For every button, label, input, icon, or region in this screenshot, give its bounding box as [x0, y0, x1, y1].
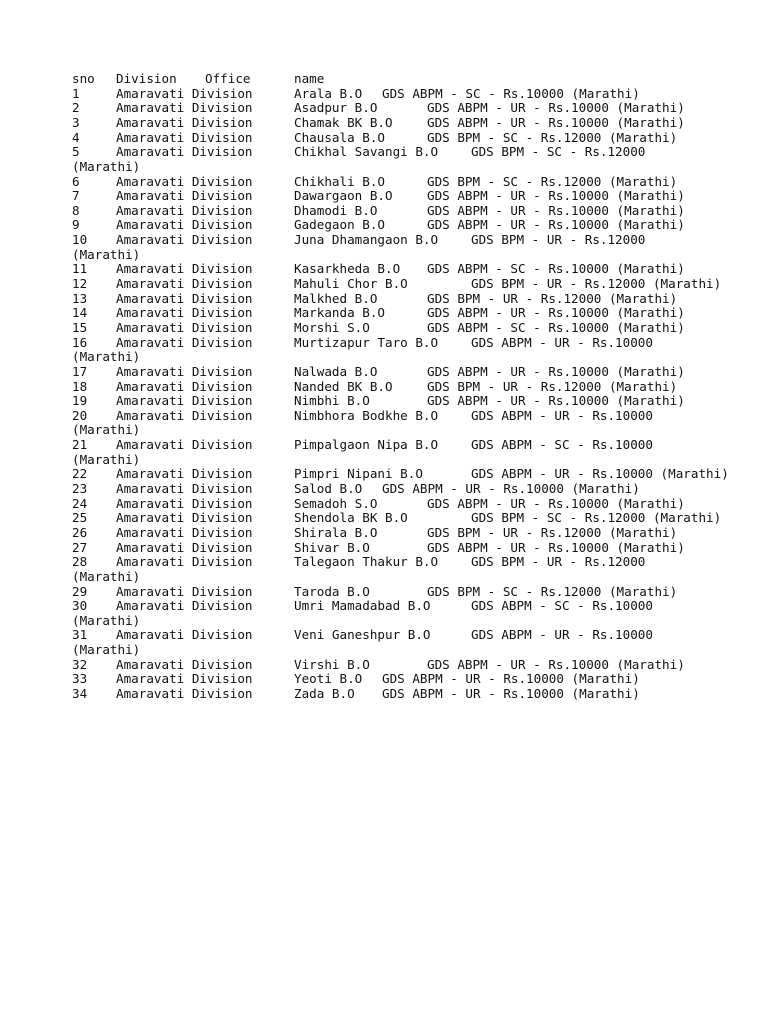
- row-sno: 6: [72, 173, 80, 189]
- row-post: GDS BPM - SC - Rs.12000 (Marathi): [427, 583, 678, 599]
- row-sno: 10: [72, 232, 88, 248]
- row-sno: 7: [72, 188, 80, 204]
- row-division: Amaravati Division: [116, 656, 253, 672]
- row-office: Dhamodi B.O: [294, 202, 378, 218]
- row-post: GDS ABPM - SC - Rs.10000: [471, 437, 653, 453]
- row-post: GDS ABPM - UR - Rs.10000 (Marathi): [427, 393, 685, 409]
- row-sno: 29: [72, 583, 88, 599]
- list-item: [72, 510, 722, 526]
- row-sno: 5: [72, 144, 80, 160]
- row-post-continuation: (Marathi): [72, 349, 141, 365]
- row-sno: 28: [72, 554, 88, 570]
- row-office: Chamak BK B.O: [294, 114, 393, 130]
- row-sno: 9: [72, 217, 80, 233]
- row-division: Amaravati Division: [116, 510, 253, 526]
- row-sno: 32: [72, 656, 88, 672]
- row-sno: 27: [72, 539, 88, 555]
- list-item: [72, 599, 712, 628]
- row-sno: 14: [72, 305, 88, 321]
- row-office: Zada B.O: [294, 686, 355, 702]
- row-division: Amaravati Division: [116, 378, 253, 394]
- row-division: Amaravati Division: [116, 671, 253, 687]
- row-sno: 23: [72, 481, 88, 497]
- row-division: Amaravati Division: [116, 495, 253, 511]
- row-office: Arala B.O: [294, 85, 363, 101]
- row-office: Chikhali B.O: [294, 173, 385, 189]
- row-post: GDS ABPM - UR - Rs.10000 (Marathi): [382, 481, 640, 497]
- row-division: Amaravati Division: [116, 305, 253, 321]
- row-post: GDS ABPM - UR - Rs.10000 (Marathi): [427, 495, 685, 511]
- row-post-continuation: (Marathi): [72, 642, 141, 658]
- list-item: [72, 218, 712, 233]
- row-office: Nimbhora Bodkhe B.O: [294, 407, 439, 423]
- row-sno: 34: [72, 686, 88, 702]
- row-post: GDS ABPM - UR - Rs.10000 (Marathi): [427, 363, 685, 379]
- row-division: Amaravati Division: [116, 393, 253, 409]
- row-office: Dawargaon B.O: [294, 188, 393, 204]
- row-division: Amaravati Division: [116, 173, 253, 189]
- row-post: GDS BPM - SC - Rs.12000 (Marathi): [427, 173, 678, 189]
- row-division: Amaravati Division: [116, 276, 253, 291]
- row-division: Amaravati Division: [116, 627, 253, 643]
- list-item: [72, 116, 712, 131]
- row-post: GDS ABPM - UR - Rs.10000: [471, 407, 653, 423]
- record-list: [72, 85, 729, 702]
- row-sno: 12: [72, 276, 88, 291]
- row-office: Shirala B.O: [294, 524, 378, 540]
- row-office: Yeoti B.O: [294, 671, 363, 687]
- row-post: GDS ABPM - SC - Rs.10000 (Marathi): [382, 85, 640, 101]
- row-division: Amaravati Division: [116, 437, 253, 453]
- header-division: Division: [116, 71, 177, 86]
- list-item: [72, 262, 712, 277]
- list-item: [72, 526, 712, 541]
- row-office: Shendola BK B.O: [294, 510, 408, 526]
- row-sno: 30: [72, 598, 88, 614]
- list-item: [72, 365, 712, 380]
- list-item: [72, 585, 712, 600]
- row-post: GDS ABPM - UR - Rs.10000 (Marathi): [427, 100, 685, 116]
- row-division: Amaravati Division: [116, 114, 253, 130]
- row-office: Taroda B.O: [294, 583, 370, 599]
- row-post-continuation: (Marathi): [72, 451, 141, 467]
- row-post: GDS ABPM - UR - Rs.10000 (Marathi): [427, 188, 685, 204]
- list-item: [72, 131, 712, 146]
- row-post: GDS ABPM - UR - Rs.10000 (Marathi): [427, 305, 685, 321]
- row-post-continuation: (Marathi): [72, 422, 141, 438]
- row-office: Talegaon Thakur B.O: [294, 554, 439, 570]
- row-sno: 21: [72, 437, 88, 453]
- list-item: [72, 497, 712, 512]
- row-office: Asadpur B.O: [294, 100, 378, 116]
- row-office: Salod B.O: [294, 481, 363, 497]
- row-office: Chikhal Savangi B.O: [294, 144, 439, 160]
- row-division: Amaravati Division: [116, 363, 253, 379]
- row-division: Amaravati Division: [116, 334, 253, 350]
- row-post: GDS ABPM - UR - Rs.10000 (Marathi): [427, 114, 685, 130]
- row-division: Amaravati Division: [116, 598, 253, 614]
- row-division: Amaravati Division: [116, 100, 253, 116]
- row-post: GDS BPM - UR - Rs.12000 (Marathi): [427, 524, 678, 540]
- row-sno: 2: [72, 100, 80, 116]
- row-sno: 26: [72, 524, 88, 540]
- row-sno: 31: [72, 627, 88, 643]
- row-post: GDS BPM - UR - Rs.12000 (Marathi): [427, 378, 678, 394]
- row-office: Semadoh S.O: [294, 495, 378, 511]
- row-division: Amaravati Division: [116, 319, 253, 335]
- row-post: GDS BPM - UR - Rs.12000: [471, 554, 646, 570]
- row-division: Amaravati Division: [116, 481, 253, 497]
- list-item: [72, 204, 712, 219]
- row-division: Amaravati Division: [116, 524, 253, 540]
- list-item: [72, 145, 712, 174]
- row-office: Nimbhi B.O: [294, 393, 370, 409]
- list-item: [72, 101, 712, 116]
- list-item: [72, 541, 712, 556]
- row-office: Nalwada B.O: [294, 363, 378, 379]
- row-sno: 22: [72, 466, 88, 482]
- row-post: GDS ABPM - UR - Rs.10000 (Marathi): [471, 466, 729, 482]
- row-post-continuation: (Marathi): [72, 158, 141, 174]
- row-office: Shivar B.O: [294, 539, 370, 555]
- row-division: Amaravati Division: [116, 407, 253, 423]
- row-post: GDS BPM - SC - Rs.12000 (Marathi): [471, 510, 722, 526]
- row-post-continuation: (Marathi): [72, 568, 141, 584]
- row-division: Amaravati Division: [116, 144, 253, 160]
- row-division: Amaravati Division: [116, 217, 253, 233]
- list-item: [72, 466, 729, 482]
- list-item: [72, 409, 712, 438]
- header-sno: sno: [72, 71, 95, 86]
- row-post: GDS ABPM - UR - Rs.10000 (Marathi): [427, 656, 685, 672]
- row-sno: 24: [72, 495, 88, 511]
- row-sno: 3: [72, 114, 80, 130]
- row-sno: 25: [72, 510, 88, 526]
- row-office: Morshi S.O: [294, 319, 370, 335]
- row-sno: 4: [72, 129, 80, 145]
- row-office: Nanded BK B.O: [294, 378, 393, 394]
- row-office: Umri Mamadabad B.O: [294, 598, 431, 614]
- row-office: Markanda B.O: [294, 305, 385, 321]
- row-sno: 17: [72, 363, 88, 379]
- row-division: Amaravati Division: [116, 539, 253, 555]
- row-post: GDS ABPM - UR - Rs.10000 (Marathi): [427, 202, 685, 218]
- list-item: [72, 306, 712, 321]
- row-post: GDS BPM - SC - Rs.12000 (Marathi): [427, 129, 678, 145]
- row-office: Gadegaon B.O: [294, 217, 385, 233]
- list-item: [72, 336, 712, 365]
- header-row: [72, 72, 712, 87]
- row-post: GDS ABPM - SC - Rs.10000: [471, 598, 653, 614]
- row-division: Amaravati Division: [116, 466, 253, 482]
- row-sno: 16: [72, 334, 88, 350]
- row-sno: 19: [72, 393, 88, 409]
- list-item: [72, 555, 712, 584]
- row-division: Amaravati Division: [116, 554, 253, 570]
- row-sno: 33: [72, 671, 88, 687]
- row-post: GDS BPM - UR - Rs.12000: [471, 232, 646, 248]
- list-item: [72, 394, 712, 409]
- row-office: Mahuli Chor B.O: [294, 276, 408, 291]
- list-item: [72, 189, 712, 204]
- list-item: [72, 438, 712, 467]
- row-office: Kasarkheda B.O: [294, 261, 401, 277]
- list-item: [72, 276, 722, 292]
- list-item: [72, 628, 712, 657]
- header-name: name: [294, 71, 325, 86]
- row-division: Amaravati Division: [116, 261, 253, 277]
- row-division: Amaravati Division: [116, 85, 253, 101]
- row-division: Amaravati Division: [116, 188, 253, 204]
- row-sno: 11: [72, 261, 88, 277]
- row-division: Amaravati Division: [116, 202, 253, 218]
- row-office: Murtizapur Taro B.O: [294, 334, 439, 350]
- row-office: Chausala B.O: [294, 129, 385, 145]
- row-post: GDS ABPM - SC - Rs.10000 (Marathi): [427, 261, 685, 277]
- row-office: Juna Dhamangaon B.O: [294, 232, 439, 248]
- row-post: GDS ABPM - UR - Rs.10000 (Marathi): [427, 539, 685, 555]
- row-division: Amaravati Division: [116, 686, 253, 702]
- list-item: [72, 175, 712, 190]
- list-item: [72, 658, 712, 673]
- row-sno: 1: [72, 85, 80, 101]
- row-sno: 8: [72, 202, 80, 218]
- row-office: Pimpalgaon Nipa B.O: [294, 437, 439, 453]
- header-office: Office: [205, 71, 251, 86]
- row-division: Amaravati Division: [116, 129, 253, 145]
- row-post: GDS ABPM - UR - Rs.10000 (Marathi): [382, 686, 640, 702]
- row-post: GDS BPM - UR - Rs.12000 (Marathi): [427, 290, 678, 306]
- row-post: GDS BPM - SC - Rs.12000: [471, 144, 646, 160]
- row-office: Veni Ganeshpur B.O: [294, 627, 431, 643]
- row-post: GDS ABPM - UR - Rs.10000 (Marathi): [427, 217, 685, 233]
- list-item: [72, 321, 712, 336]
- row-office: Malkhed B.O: [294, 290, 378, 306]
- list-item: [72, 672, 712, 687]
- row-division: Amaravati Division: [116, 290, 253, 306]
- row-office: Virshi B.O: [294, 656, 370, 672]
- row-post: GDS ABPM - UR - Rs.10000 (Marathi): [382, 671, 640, 687]
- list-item: [72, 380, 712, 395]
- row-division: Amaravati Division: [116, 232, 253, 248]
- row-sno: 13: [72, 290, 88, 306]
- row-sno: 20: [72, 407, 88, 423]
- list-item: [72, 233, 712, 262]
- list-item: [72, 687, 712, 702]
- row-office: Pimpri Nipani B.O: [294, 466, 423, 482]
- row-post: GDS ABPM - SC - Rs.10000 (Marathi): [427, 319, 685, 335]
- list-item: [72, 87, 712, 102]
- list-item: [72, 292, 712, 307]
- list-item: [72, 482, 712, 497]
- document-body: [72, 71, 729, 702]
- row-post-continuation: (Marathi): [72, 246, 141, 262]
- row-division: Amaravati Division: [116, 583, 253, 599]
- row-sno: 18: [72, 378, 88, 394]
- row-post: GDS ABPM - UR - Rs.10000: [471, 334, 653, 350]
- row-post: GDS BPM - UR - Rs.12000 (Marathi): [471, 276, 722, 291]
- row-post-continuation: (Marathi): [72, 612, 141, 628]
- row-post: GDS ABPM - UR - Rs.10000: [471, 627, 653, 643]
- row-sno: 15: [72, 319, 88, 335]
